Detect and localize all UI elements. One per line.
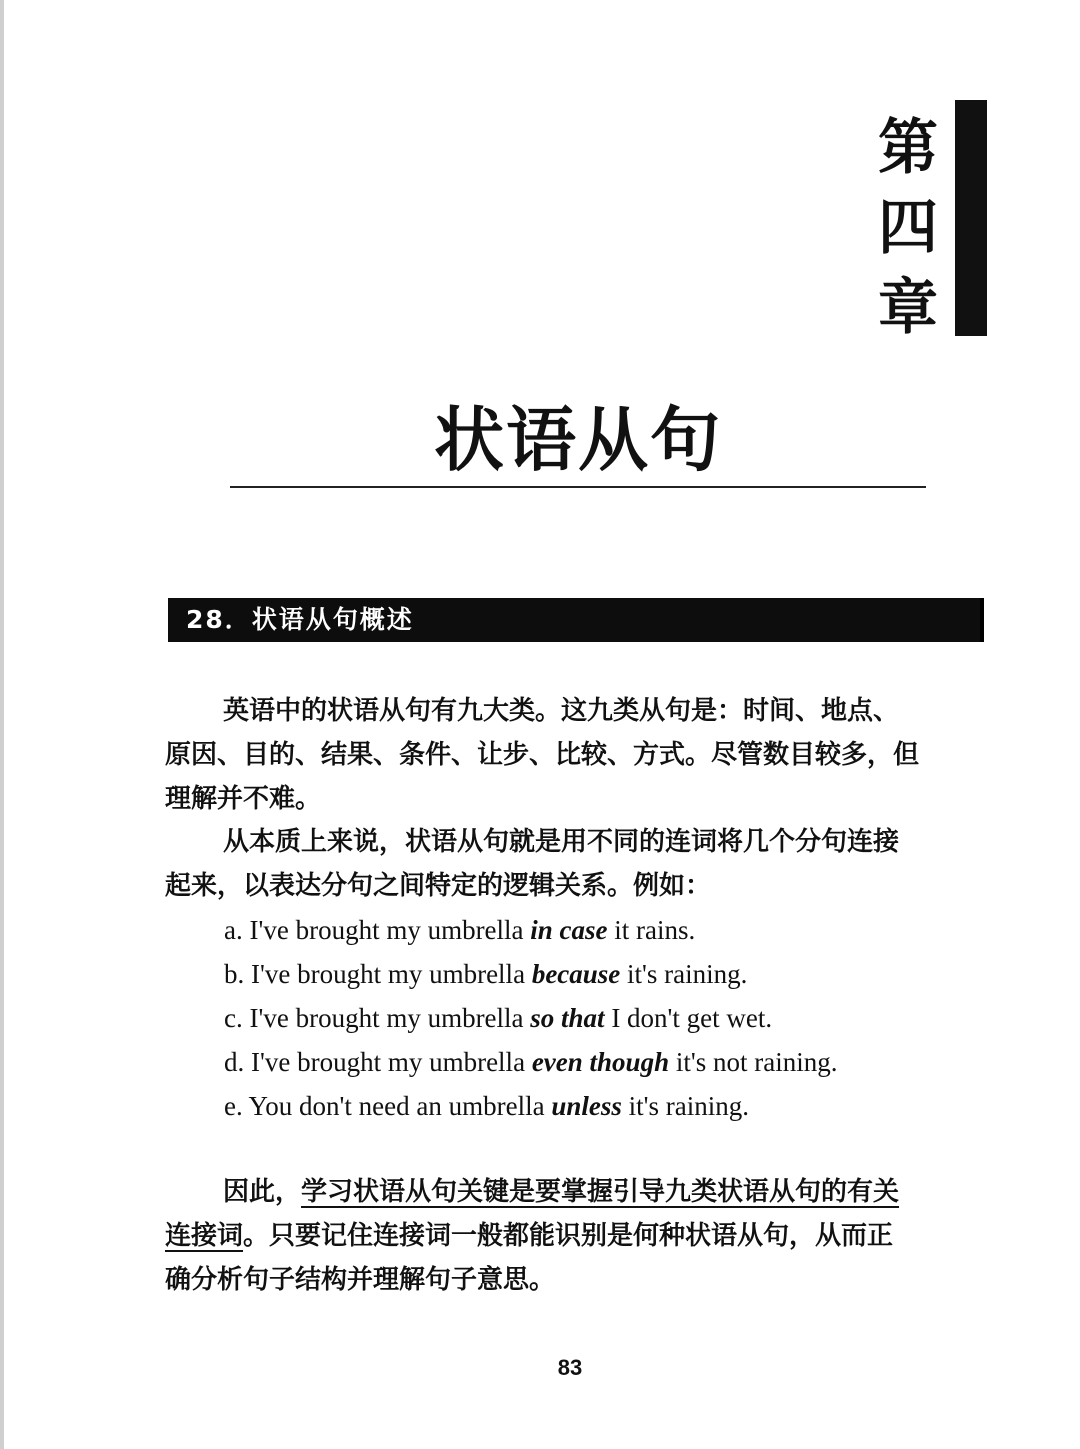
example-text: d. I've brought my umbrella — [224, 1047, 532, 1077]
paragraph-line: 原因、目的、结果、条件、让步、比较、方式。尽管数目较多，但 — [165, 740, 920, 770]
example-text: a. I've brought my umbrella — [224, 915, 531, 945]
paragraph-line — [165, 1214, 983, 1258]
key-point-underlined: 连接词 — [165, 1221, 244, 1251]
example-text: c. I've brought my umbrella — [224, 1003, 531, 1033]
paragraph-line — [165, 1170, 983, 1214]
example-list — [224, 908, 984, 1128]
example-text: b. I've brought my umbrella — [224, 959, 532, 989]
paragraph-line: 理解并不难。 — [165, 784, 322, 814]
section-title: 28．状语从句概述 — [186, 605, 414, 634]
paragraph-line: 起来，以表达分句之间特定的逻辑关系。例如： — [165, 871, 712, 901]
chapter-marker — [868, 108, 948, 348]
paragraph-line: 确分析句子结构并理解句子意思。 — [165, 1265, 556, 1295]
example-text: it's raining. — [620, 959, 748, 989]
chapter-side-bar — [955, 100, 987, 336]
chapter-marker-char: 章 — [878, 273, 938, 343]
example-connector: so that — [530, 1003, 605, 1033]
example-text: it's raining. — [621, 1091, 749, 1121]
section-header — [168, 598, 984, 642]
conclusion-paragraph — [165, 1170, 983, 1302]
example-text: it's not raining. — [669, 1047, 838, 1077]
paragraph-line: 从本质上来说，状语从句就是用不同的连词将几个分句连接 — [223, 827, 900, 857]
example-sentence — [224, 996, 984, 1040]
title-rule — [230, 486, 926, 488]
essence-paragraph — [165, 820, 983, 908]
example-sentence — [224, 908, 984, 952]
example-text: e. You don't need an umbrella — [224, 1091, 552, 1121]
chapter-title: 状语从句 — [434, 399, 722, 481]
example-sentence — [224, 1040, 984, 1084]
key-point-underlined: 学习状语从句关键是要掌握引导九类状语从句的有关 — [301, 1177, 900, 1207]
intro-paragraph — [165, 689, 983, 821]
example-connector: even though — [531, 1047, 670, 1077]
example-sentence — [224, 1084, 984, 1128]
chapter-marker-char: 第 — [878, 113, 938, 183]
example-sentence — [224, 952, 984, 996]
paragraph-text: 。只要记住连接词一般都能识别是何种状语从句，从而正 — [243, 1221, 894, 1251]
page-number: 83 — [557, 1355, 583, 1380]
example-connector: because — [531, 959, 621, 989]
example-connector: unless — [551, 1091, 622, 1121]
example-text: it rains. — [607, 915, 696, 945]
example-text: I don't get wet. — [604, 1003, 773, 1033]
paragraph-text: 因此， — [223, 1177, 302, 1207]
chapter-marker-char: 四 — [878, 193, 938, 263]
example-connector: in case — [530, 915, 608, 945]
page-left-edge — [0, 0, 4, 1449]
paragraph-line: 英语中的状语从句有九大类。这九类从句是：时间、地点、 — [223, 696, 900, 726]
